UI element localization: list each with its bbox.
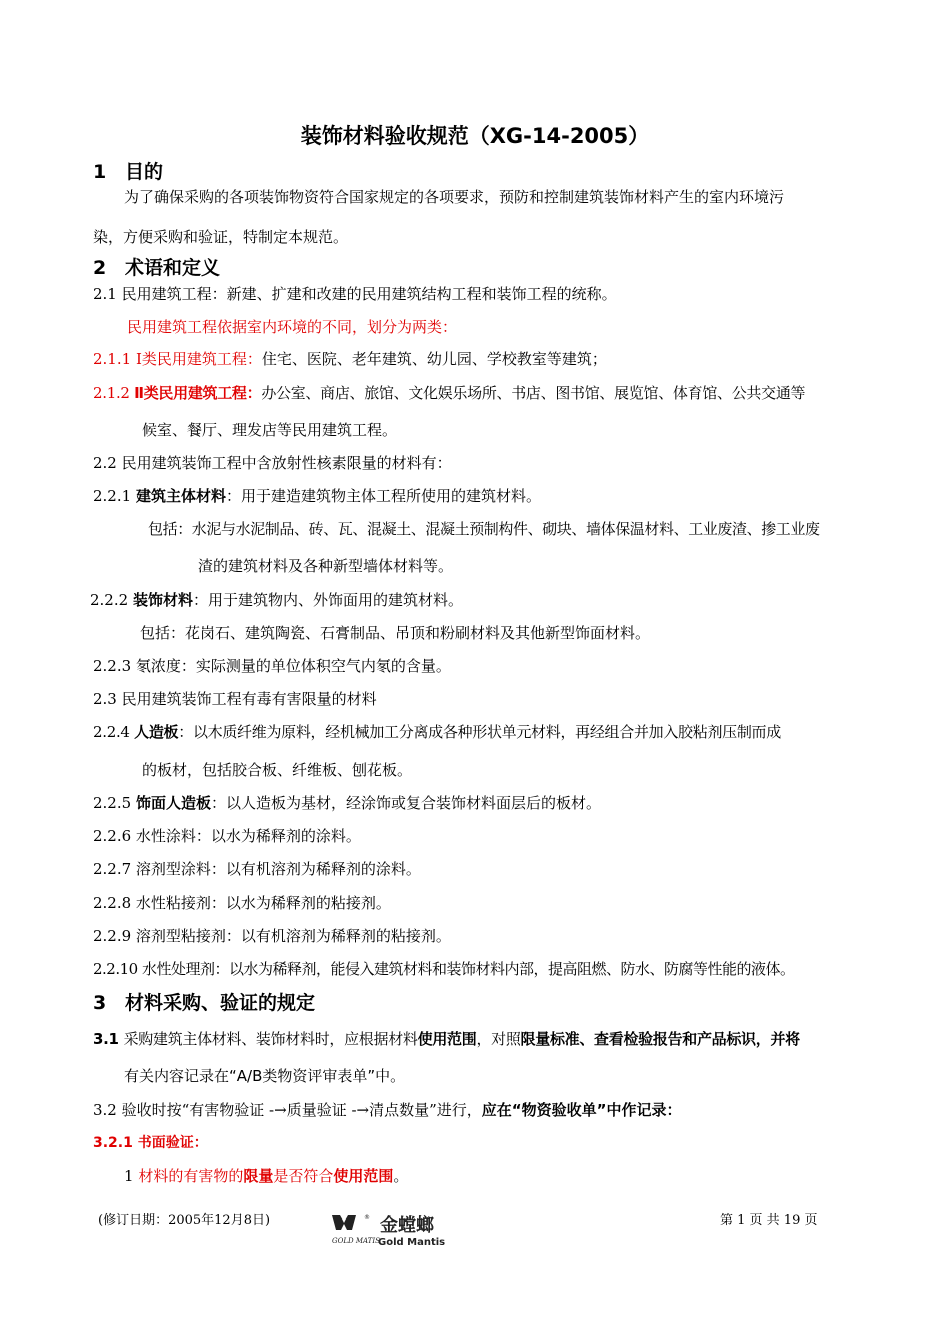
clause-2-2-5 bbox=[93, 793, 601, 813]
clause-text: 办公室、商店、旅馆、文化娱乐场所、书店、图书馆、展览馆、体育馆、公共交通等 bbox=[261, 384, 806, 402]
clause-emphasis: 限量标准、查看检验报告和产品标识，并将 bbox=[520, 1030, 800, 1048]
section-3-heading bbox=[93, 991, 315, 1015]
clause-2-2-9: 2.2.9 溶剂型粘接剂：以有机溶剂为稀释剂的粘接剂。 bbox=[93, 927, 451, 945]
item-emphasis: 限量 bbox=[243, 1167, 274, 1185]
logo-english-text: Gold Mantis bbox=[378, 1237, 446, 1248]
clause-text: ：用于建筑物内、外饰面用的建筑材料。 bbox=[192, 591, 463, 609]
section-title: 目的 bbox=[125, 161, 164, 183]
paragraph-line: 染，方便采购和验证，特制定本规范。 bbox=[93, 228, 349, 246]
clause-continuation: 的板材，包括胶合板、纤维板、刨花板。 bbox=[142, 761, 413, 779]
clause-3-1 bbox=[93, 1029, 800, 1049]
clause-2-2-3: 2.2.3 氡浓度：实际测量的单位体积空气内氡的含量。 bbox=[93, 657, 451, 675]
clause-number: 2.2.4 bbox=[93, 723, 135, 741]
section-number: 2 bbox=[93, 257, 107, 279]
section-title: 材料采购、验证的规定 bbox=[125, 992, 316, 1014]
logo-chinese-text: 金螳螂 bbox=[380, 1215, 434, 1236]
revision-date: (修订日期：2005年12月8日) bbox=[98, 1213, 271, 1228]
page-number: 第 1 页 共 19 页 bbox=[720, 1213, 818, 1228]
clause-number: 2.2.2 bbox=[90, 591, 133, 609]
clause-2-3: 2.3 民用建筑装饰工程有毒有害限量的材料 bbox=[93, 690, 377, 708]
clause-2-2-1 bbox=[93, 486, 541, 506]
clause-number: 2.2.5 bbox=[93, 794, 136, 812]
clause-2-2-10: 2.2.10 水性处理剂：以水为稀释剂，能侵入建筑材料和装饰材料内部，提高阻燃、防水、防腐等性能的液体。 bbox=[93, 960, 795, 978]
clause-2-2-8: 2.2.8 水性粘接剂：以水为稀释剂的粘接剂。 bbox=[93, 894, 391, 912]
clause-text: ：以木质纤维为原料，经机械加工分离成各种形状单元材料，再经组合并加入胶粘剂压制而成 bbox=[178, 723, 781, 741]
clause-number: 2.1.2 bbox=[93, 384, 135, 402]
item-text: 。 bbox=[393, 1167, 409, 1185]
section-title: 术语和定义 bbox=[125, 257, 221, 279]
svg-text:®: ® bbox=[364, 1214, 370, 1221]
clause-2-1-2 bbox=[93, 383, 805, 403]
clause-label: 饰面人造板 bbox=[135, 794, 211, 812]
item-text: 是否符合 bbox=[273, 1167, 334, 1185]
clause-includes: 包括：花岗石、建筑陶瓷、石膏制品、吊顶和粉刷材料及其他新型饰面材料。 bbox=[140, 624, 651, 642]
clause-number: 3.1 bbox=[93, 1030, 124, 1048]
clause-continuation: 有关内容记录在“A/B类物资评审表单”中。 bbox=[124, 1067, 406, 1085]
section-number: 3 bbox=[93, 992, 107, 1014]
company-logo bbox=[328, 1210, 453, 1250]
clause-text: 3.2 验收时按“有害物验证 -→质量验证 -→清点数量”进行， bbox=[93, 1101, 482, 1119]
section-number: 1 bbox=[93, 161, 107, 183]
mantis-logo-icon bbox=[328, 1210, 453, 1250]
clause-emphasis: 应在“物资验收单”中作记录： bbox=[481, 1101, 682, 1119]
clause-text: ：用于建造建筑物主体工程所使用的建筑材料。 bbox=[225, 487, 541, 505]
item-emphasis: 使用范围 bbox=[333, 1167, 394, 1185]
clause-label: Ⅱ类民用建筑工程： bbox=[134, 384, 262, 402]
clause-includes: 包括：水泥与水泥制品、砖、瓦、混凝土、混凝土预制构件、砌块、墙体保温材料、工业废渣、掺工业废 bbox=[148, 520, 820, 538]
clause-2-2-2 bbox=[90, 590, 463, 610]
document-title: 装饰材料验收规范（XG-14-2005） bbox=[300, 124, 650, 148]
clause-3-2-1: 3.2.1 书面验证： bbox=[93, 1135, 208, 1151]
clause-2-1: 2.1 民用建筑工程：新建、扩建和改建的民用建筑结构工程和装饰工程的统称。 bbox=[93, 285, 617, 303]
clause-continuation: 候室、餐厅、理发店等民用建筑工程。 bbox=[142, 421, 398, 439]
clause-continuation: 渣的建筑材料及各种新型墙体材料等。 bbox=[198, 557, 454, 575]
item-text: 材料的有害物的 bbox=[138, 1167, 244, 1185]
clause-label: 建筑主体材料 bbox=[135, 487, 226, 505]
clause-3-2 bbox=[93, 1100, 682, 1120]
clause-2-2: 2.2 民用建筑装饰工程中含放射性核素限量的材料有： bbox=[93, 454, 452, 472]
clause-emphasis: 使用范围 bbox=[417, 1030, 477, 1048]
clause-text: 采购建筑主体材料、装饰材料时，应根据材料 bbox=[123, 1030, 418, 1048]
clause-3-2-1-item bbox=[124, 1166, 408, 1186]
section-1-heading bbox=[93, 160, 163, 184]
clause-2-2-7: 2.2.7 溶剂型涂料：以有机溶剂为稀释剂的涂料。 bbox=[93, 860, 421, 878]
clause-2-2-4 bbox=[93, 722, 781, 742]
clause-text: ，对照 bbox=[476, 1030, 521, 1048]
clause-number: 2.2.1 bbox=[93, 487, 136, 505]
logo-script-text: GOLD MATIS bbox=[332, 1237, 380, 1245]
paragraph-line: 为了确保采购的各项装饰物资符合国家规定的各项要求，预防和控制建筑装饰材料产生的室内环境污 bbox=[124, 188, 785, 206]
clause-text: 住宅、医院、老年建筑、幼儿园、学校教室等建筑； bbox=[261, 350, 607, 368]
clause-label: Ⅰ类民用建筑工程： bbox=[135, 350, 262, 368]
clause-text: ：以人造板为基材，经涂饰或复合装饰材料面层后的板材。 bbox=[210, 794, 601, 812]
clause-number: 2.1.1 bbox=[93, 350, 136, 368]
clause-label: 装饰材料 bbox=[132, 591, 193, 609]
clause-2-2-6: 2.2.6 水性涂料：以水为稀释剂的涂料。 bbox=[93, 827, 361, 845]
section-2-heading bbox=[93, 256, 220, 280]
clause-2-1-note: 民用建筑工程依据室内环境的不同，划分为两类： bbox=[127, 318, 458, 336]
clause-2-1-1 bbox=[93, 349, 607, 369]
item-number: 1 bbox=[124, 1167, 139, 1185]
clause-label: 人造板 bbox=[134, 723, 179, 741]
